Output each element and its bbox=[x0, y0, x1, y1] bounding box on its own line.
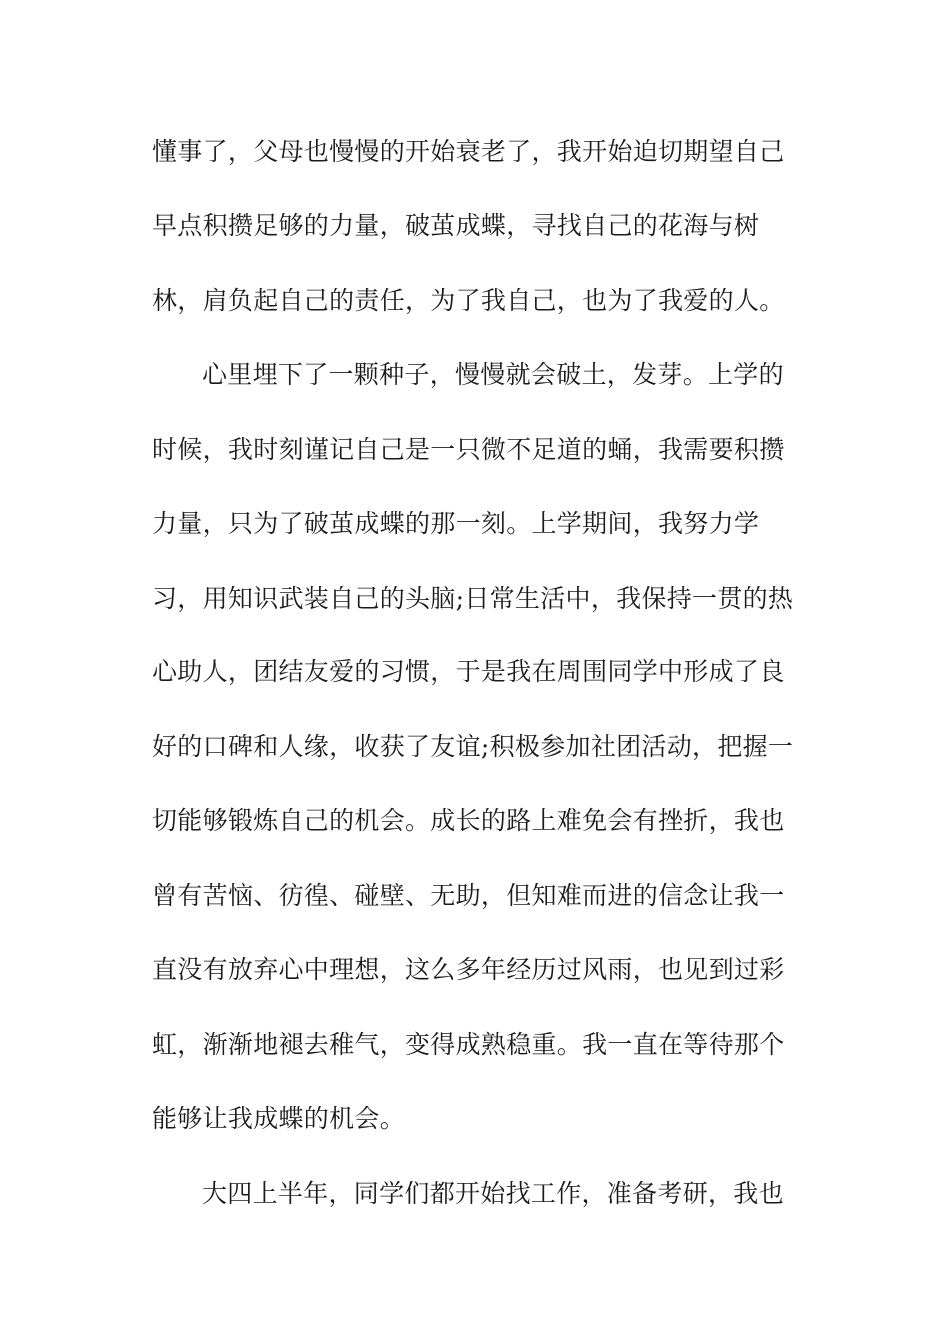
text-line: 早点积攒足够的力量，破茧成蝶，寻找自己的花海与树 bbox=[152, 211, 760, 240]
text-line: 直没有放弃心中理想，这么多年经历过风雨，也见到过彩 bbox=[152, 955, 785, 984]
text-line: 懂事了，父母也慢慢的开始衰老了，我开始迫切期望自己 bbox=[152, 137, 785, 166]
text-line: 心助人，团结友爱的习惯，于是我在周围同学中形成了良 bbox=[152, 657, 785, 686]
text-line: 曾有苦恼、彷徨、碰壁、无助，但知难而进的信念让我一 bbox=[152, 881, 785, 910]
text-line: 力量，只为了破茧成蝶的那一刻。上学期间，我努力学 bbox=[152, 509, 760, 538]
text-line: 能够让我成蝶的机会。 bbox=[152, 1104, 406, 1133]
text-line: 习，用知识武装自己的头脑;日常生活中，我保持一贯的热 bbox=[152, 584, 794, 613]
paragraph-first-line: 大四上半年，同学们都开始找工作，准备考研，我也 bbox=[202, 1179, 784, 1208]
text-line: 时候，我时刻谨记自己是一只微不足道的蛹，我需要积攒 bbox=[152, 435, 785, 464]
text-line: 切能够锻炼自己的机会。成长的路上难免会有挫折，我也 bbox=[152, 806, 785, 835]
text-line: 虹，渐渐地褪去稚气，变得成熟稳重。我一直在等待那个 bbox=[152, 1030, 785, 1059]
text-line: 好的口碑和人缘，收获了友谊;积极参加社团活动，把握一 bbox=[152, 732, 794, 761]
paragraph-first-line: 心里埋下了一颗种子，慢慢就会破土，发芽。上学的 bbox=[202, 360, 784, 389]
text-line: 林，肩负起自己的责任，为了我自己，也为了我爱的人。 bbox=[152, 286, 785, 315]
